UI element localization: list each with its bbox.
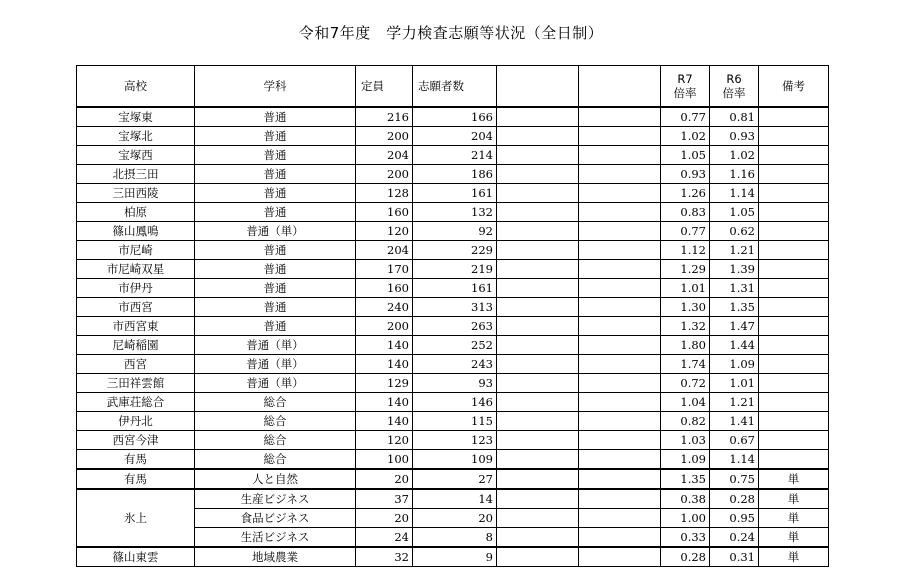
cell-note — [759, 317, 829, 336]
cell-applicants: 166 — [413, 107, 497, 127]
cell-school: 宝塚東 — [77, 107, 195, 127]
cell-r6-ratio: 1.39 — [710, 260, 759, 279]
cell-applicants: 20 — [413, 509, 497, 528]
cell-blank-1 — [497, 260, 579, 279]
cell-r7-ratio: 1.01 — [661, 279, 710, 298]
cell-r7-ratio: 0.33 — [661, 528, 710, 548]
cell-r6-ratio: 1.41 — [710, 412, 759, 431]
cell-r7-ratio: 1.04 — [661, 393, 710, 412]
cell-blank-1 — [497, 279, 579, 298]
cell-school: 武庫荘総合 — [77, 393, 195, 412]
cell-applicants: 109 — [413, 450, 497, 470]
cell-blank-2 — [579, 260, 661, 279]
cell-note: 単 — [759, 489, 829, 509]
cell-r7-ratio: 1.26 — [661, 184, 710, 203]
header-r7-label: 倍率 — [673, 86, 697, 100]
cell-blank-1 — [497, 450, 579, 470]
cell-course: 普通 — [195, 165, 356, 184]
cell-note — [759, 241, 829, 260]
cell-blank-1 — [497, 528, 579, 548]
table-row — [77, 241, 829, 260]
cell-blank-2 — [579, 279, 661, 298]
header-r6-ratio — [710, 66, 759, 108]
cell-note — [759, 127, 829, 146]
cell-note — [759, 107, 829, 127]
cell-course: 普通（単） — [195, 222, 356, 241]
cell-r6-ratio: 1.09 — [710, 355, 759, 374]
cell-capacity: 240 — [356, 298, 413, 317]
cell-r7-ratio: 1.29 — [661, 260, 710, 279]
cell-blank-1 — [497, 374, 579, 393]
cell-school: 柏原 — [77, 203, 195, 222]
header-school: 高校 — [77, 66, 195, 108]
cell-blank-1 — [497, 222, 579, 241]
cell-blank-2 — [579, 241, 661, 260]
cell-applicants: 115 — [413, 412, 497, 431]
cell-capacity: 204 — [356, 241, 413, 260]
cell-r6-ratio: 1.14 — [710, 184, 759, 203]
cell-course: 人と自然 — [195, 469, 356, 489]
cell-note — [759, 146, 829, 165]
cell-applicants: 8 — [413, 528, 497, 548]
cell-blank-2 — [579, 547, 661, 567]
cell-blank-2 — [579, 469, 661, 489]
cell-capacity: 200 — [356, 127, 413, 146]
cell-blank-1 — [497, 241, 579, 260]
cell-r7-ratio: 0.93 — [661, 165, 710, 184]
cell-blank-1 — [497, 431, 579, 450]
cell-capacity: 120 — [356, 431, 413, 450]
cell-blank-1 — [497, 165, 579, 184]
cell-note — [759, 431, 829, 450]
cell-blank-1 — [497, 336, 579, 355]
cell-capacity: 140 — [356, 393, 413, 412]
cell-capacity: 20 — [356, 469, 413, 489]
cell-blank-1 — [497, 146, 579, 165]
cell-note — [759, 393, 829, 412]
cell-blank-1 — [497, 412, 579, 431]
cell-r7-ratio: 0.72 — [661, 374, 710, 393]
table-row — [77, 184, 829, 203]
cell-blank-2 — [579, 374, 661, 393]
cell-course: 普通 — [195, 298, 356, 317]
cell-blank-2 — [579, 146, 661, 165]
cell-blank-1 — [497, 317, 579, 336]
table-row — [77, 260, 829, 279]
header-r6-year: R6 — [726, 72, 742, 86]
cell-blank-2 — [579, 298, 661, 317]
cell-blank-1 — [497, 203, 579, 222]
cell-blank-2 — [579, 222, 661, 241]
cell-applicants: 263 — [413, 317, 497, 336]
cell-capacity: 37 — [356, 489, 413, 509]
table-row — [77, 450, 829, 470]
cell-applicants: 123 — [413, 431, 497, 450]
cell-school: 市西宮 — [77, 298, 195, 317]
cell-school: 宝塚北 — [77, 127, 195, 146]
cell-capacity: 140 — [356, 355, 413, 374]
cell-course: 地域農業 — [195, 547, 356, 567]
table-row — [77, 412, 829, 431]
cell-r6-ratio: 0.28 — [710, 489, 759, 509]
header-r6-label: 倍率 — [722, 86, 746, 100]
cell-blank-2 — [579, 336, 661, 355]
cell-note — [759, 412, 829, 431]
cell-applicants: 229 — [413, 241, 497, 260]
cell-capacity: 216 — [356, 107, 413, 127]
cell-note — [759, 260, 829, 279]
cell-school: 尼崎稲園 — [77, 336, 195, 355]
cell-blank-2 — [579, 450, 661, 470]
table-row — [77, 165, 829, 184]
table-row — [77, 431, 829, 450]
cell-school: 市西宮東 — [77, 317, 195, 336]
cell-r6-ratio: 1.35 — [710, 298, 759, 317]
cell-course: 総合 — [195, 393, 356, 412]
cell-r6-ratio: 1.44 — [710, 336, 759, 355]
cell-applicants: 14 — [413, 489, 497, 509]
cell-blank-1 — [497, 355, 579, 374]
cell-school: 北摂三田 — [77, 165, 195, 184]
cell-applicants: 132 — [413, 203, 497, 222]
cell-note — [759, 374, 829, 393]
cell-note — [759, 450, 829, 470]
cell-applicants: 186 — [413, 165, 497, 184]
cell-note — [759, 279, 829, 298]
cell-course: 普通（単） — [195, 355, 356, 374]
table-row — [77, 222, 829, 241]
cell-capacity: 200 — [356, 317, 413, 336]
table-row — [77, 336, 829, 355]
cell-school: 三田祥雲館 — [77, 374, 195, 393]
cell-blank-2 — [579, 509, 661, 528]
cell-capacity: 200 — [356, 165, 413, 184]
cell-r7-ratio: 1.05 — [661, 146, 710, 165]
cell-course: 普通 — [195, 203, 356, 222]
cell-applicants: 219 — [413, 260, 497, 279]
cell-capacity: 128 — [356, 184, 413, 203]
cell-capacity: 120 — [356, 222, 413, 241]
table-row — [77, 107, 829, 127]
cell-r7-ratio: 1.02 — [661, 127, 710, 146]
cell-r6-ratio: 0.81 — [710, 107, 759, 127]
cell-r7-ratio: 1.80 — [661, 336, 710, 355]
cell-blank-2 — [579, 431, 661, 450]
cell-r6-ratio: 1.21 — [710, 393, 759, 412]
cell-note — [759, 298, 829, 317]
cell-note — [759, 184, 829, 203]
cell-r7-ratio: 1.74 — [661, 355, 710, 374]
cell-school: 市尼崎双星 — [77, 260, 195, 279]
cell-blank-1 — [497, 489, 579, 509]
application-status-table — [76, 65, 829, 567]
cell-r7-ratio: 0.38 — [661, 489, 710, 509]
cell-r6-ratio: 0.62 — [710, 222, 759, 241]
cell-blank-2 — [579, 393, 661, 412]
cell-r6-ratio: 0.31 — [710, 547, 759, 567]
cell-r6-ratio: 0.93 — [710, 127, 759, 146]
cell-course: 普通 — [195, 146, 356, 165]
table-row — [77, 279, 829, 298]
table-row — [77, 298, 829, 317]
cell-applicants: 214 — [413, 146, 497, 165]
cell-applicants: 146 — [413, 393, 497, 412]
header-note: 備考 — [759, 66, 829, 108]
cell-blank-2 — [579, 107, 661, 127]
cell-capacity: 100 — [356, 450, 413, 470]
cell-course: 総合 — [195, 431, 356, 450]
cell-course: 生産ビジネス — [195, 489, 356, 509]
cell-note — [759, 222, 829, 241]
cell-applicants: 27 — [413, 469, 497, 489]
cell-blank-2 — [579, 317, 661, 336]
cell-capacity: 204 — [356, 146, 413, 165]
table-row — [77, 127, 829, 146]
table-row — [77, 355, 829, 374]
cell-r6-ratio: 1.21 — [710, 241, 759, 260]
cell-applicants: 9 — [413, 547, 497, 567]
cell-course: 普通 — [195, 317, 356, 336]
cell-blank-2 — [579, 203, 661, 222]
cell-applicants: 161 — [413, 184, 497, 203]
cell-capacity: 20 — [356, 509, 413, 528]
cell-blank-1 — [497, 107, 579, 127]
cell-r7-ratio: 1.09 — [661, 450, 710, 470]
cell-r7-ratio: 0.28 — [661, 547, 710, 567]
cell-r6-ratio: 1.02 — [710, 146, 759, 165]
cell-school: 篠山鳳鳴 — [77, 222, 195, 241]
cell-course: 普通 — [195, 127, 356, 146]
cell-applicants: 313 — [413, 298, 497, 317]
cell-r6-ratio: 1.14 — [710, 450, 759, 470]
table-row — [77, 469, 829, 489]
cell-capacity: 140 — [356, 336, 413, 355]
cell-school: 篠山東雲 — [77, 547, 195, 567]
header-capacity: 定員 — [356, 66, 413, 108]
cell-capacity: 160 — [356, 279, 413, 298]
cell-capacity: 32 — [356, 547, 413, 567]
cell-r6-ratio: 0.75 — [710, 469, 759, 489]
cell-school: 三田西陵 — [77, 184, 195, 203]
page-title: 令和7年度 学力検査志願等状況（全日制） — [298, 24, 604, 42]
cell-school: 氷上 — [77, 489, 195, 547]
header-blank-1 — [497, 66, 579, 108]
table-row — [77, 489, 829, 509]
cell-blank-2 — [579, 412, 661, 431]
cell-school: 宝塚西 — [77, 146, 195, 165]
cell-course: 普通 — [195, 260, 356, 279]
cell-school: 西宮 — [77, 355, 195, 374]
cell-course: 普通 — [195, 279, 356, 298]
cell-applicants: 92 — [413, 222, 497, 241]
cell-school: 市尼崎 — [77, 241, 195, 260]
cell-blank-1 — [497, 469, 579, 489]
cell-r6-ratio: 1.05 — [710, 203, 759, 222]
cell-capacity: 140 — [356, 412, 413, 431]
cell-capacity: 129 — [356, 374, 413, 393]
table-row — [77, 393, 829, 412]
cell-blank-2 — [579, 355, 661, 374]
table-row — [77, 374, 829, 393]
cell-r6-ratio: 1.31 — [710, 279, 759, 298]
cell-blank-1 — [497, 393, 579, 412]
cell-blank-2 — [579, 489, 661, 509]
cell-applicants: 204 — [413, 127, 497, 146]
cell-blank-1 — [497, 127, 579, 146]
cell-school: 伊丹北 — [77, 412, 195, 431]
cell-blank-1 — [497, 509, 579, 528]
cell-r6-ratio: 0.95 — [710, 509, 759, 528]
cell-blank-2 — [579, 184, 661, 203]
header-r7-ratio — [661, 66, 710, 108]
cell-r6-ratio: 1.16 — [710, 165, 759, 184]
cell-course: 食品ビジネス — [195, 509, 356, 528]
cell-course: 普通 — [195, 107, 356, 127]
cell-blank-2 — [579, 528, 661, 548]
cell-r6-ratio: 0.67 — [710, 431, 759, 450]
header-r7-year: R7 — [677, 72, 693, 86]
cell-applicants: 252 — [413, 336, 497, 355]
cell-note — [759, 355, 829, 374]
cell-blank-1 — [497, 298, 579, 317]
cell-capacity: 160 — [356, 203, 413, 222]
cell-r6-ratio: 1.01 — [710, 374, 759, 393]
cell-blank-1 — [497, 547, 579, 567]
cell-r7-ratio: 0.83 — [661, 203, 710, 222]
cell-capacity: 170 — [356, 260, 413, 279]
cell-school: 有馬 — [77, 469, 195, 489]
cell-note — [759, 203, 829, 222]
cell-r6-ratio: 1.47 — [710, 317, 759, 336]
cell-course: 普通（単） — [195, 374, 356, 393]
cell-school: 有馬 — [77, 450, 195, 470]
cell-r6-ratio: 0.24 — [710, 528, 759, 548]
table-body — [77, 107, 829, 567]
cell-r7-ratio: 0.77 — [661, 107, 710, 127]
table-row — [77, 317, 829, 336]
cell-school: 西宮今津 — [77, 431, 195, 450]
cell-applicants: 93 — [413, 374, 497, 393]
cell-course: 総合 — [195, 412, 356, 431]
cell-r7-ratio: 1.32 — [661, 317, 710, 336]
cell-note: 単 — [759, 528, 829, 548]
header-blank-2 — [579, 66, 661, 108]
header-course: 学科 — [195, 66, 356, 108]
cell-capacity: 24 — [356, 528, 413, 548]
cell-r7-ratio: 0.82 — [661, 412, 710, 431]
cell-school: 市伊丹 — [77, 279, 195, 298]
cell-r7-ratio: 0.77 — [661, 222, 710, 241]
cell-r7-ratio: 1.00 — [661, 509, 710, 528]
cell-note: 単 — [759, 469, 829, 489]
cell-course: 総合 — [195, 450, 356, 470]
cell-r7-ratio: 1.03 — [661, 431, 710, 450]
cell-r7-ratio: 1.12 — [661, 241, 710, 260]
cell-note: 単 — [759, 547, 829, 567]
cell-note: 単 — [759, 509, 829, 528]
cell-note — [759, 336, 829, 355]
cell-applicants: 161 — [413, 279, 497, 298]
cell-blank-2 — [579, 165, 661, 184]
cell-blank-2 — [579, 127, 661, 146]
header-row — [77, 66, 829, 108]
table-row — [77, 146, 829, 165]
cell-course: 生活ビジネス — [195, 528, 356, 548]
cell-r7-ratio: 1.30 — [661, 298, 710, 317]
cell-course: 普通（単） — [195, 336, 356, 355]
cell-applicants: 243 — [413, 355, 497, 374]
cell-course: 普通 — [195, 241, 356, 260]
cell-blank-1 — [497, 184, 579, 203]
header-applicants: 志願者数 — [413, 66, 497, 108]
table-row — [77, 203, 829, 222]
table-row — [77, 547, 829, 567]
cell-course: 普通 — [195, 184, 356, 203]
cell-r7-ratio: 1.35 — [661, 469, 710, 489]
cell-note — [759, 165, 829, 184]
